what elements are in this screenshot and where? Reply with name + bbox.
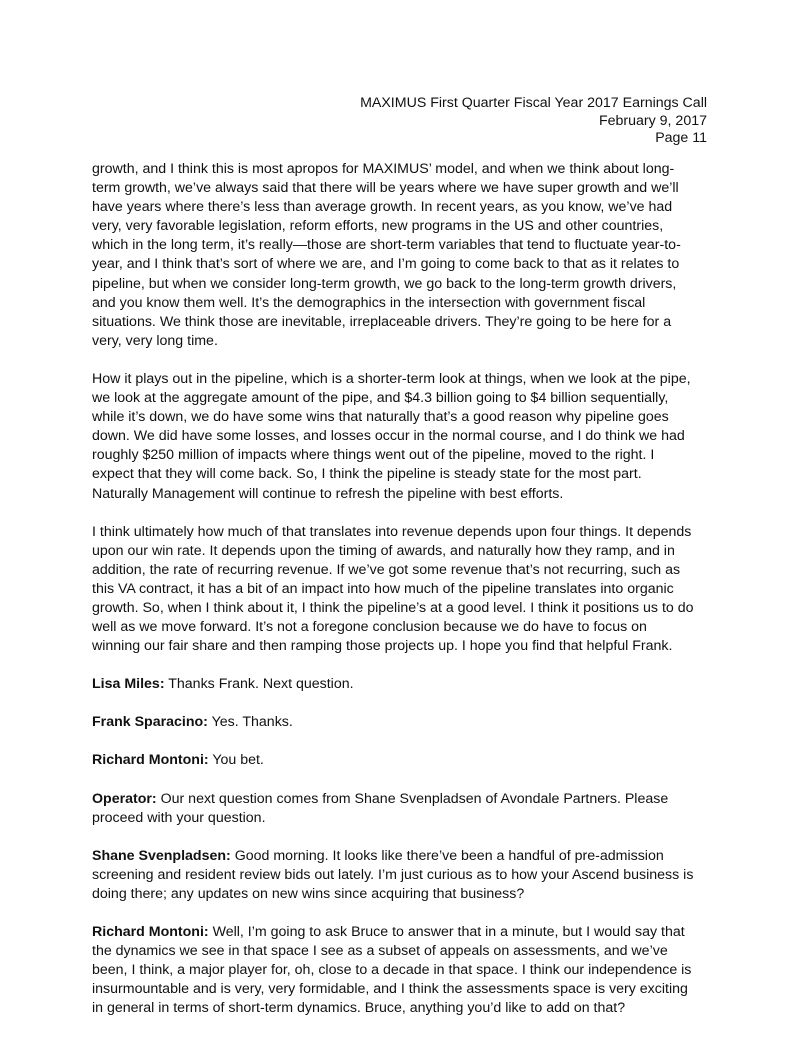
line-text: insurmountable and is very, very formidable, and I think the assessments space is very exciting xyxy=(92,981,688,998)
line-text: been, I think, a major player for, oh, close to a decade in that space. I think our independence is xyxy=(92,962,692,979)
line-text: You bet. xyxy=(208,752,264,769)
transcript-body xyxy=(92,160,732,1037)
speaker-turn xyxy=(92,847,732,904)
text-line xyxy=(92,580,732,599)
text-line xyxy=(92,923,732,942)
text-line xyxy=(92,485,732,504)
line-text: this VA contract, it has a bit of an impact into how much of the pipeline translates into organic xyxy=(92,580,674,597)
line-text: very, very long time. xyxy=(92,332,218,349)
line-text: Yes. Thanks. xyxy=(207,714,293,731)
speaker-name: Richard Montoni: xyxy=(92,752,209,769)
line-text: Thanks Frank. Next question. xyxy=(164,676,354,693)
line-text: which in the long term, it’s really—those are short-term variables that tend to fluctuate year-to- xyxy=(92,237,681,254)
speaker-name: Lisa Miles: xyxy=(92,676,165,693)
text-line xyxy=(92,999,732,1018)
line-text: well as we move forward. It’s not a foregone conclusion because we do have to focus on xyxy=(92,619,647,636)
line-text: roughly $250 million of impacts where things went out of the pipeline, moved to the right. I xyxy=(92,447,655,464)
text-line xyxy=(92,751,732,770)
text-line xyxy=(92,942,732,961)
speaker-name: Richard Montoni: xyxy=(92,924,209,940)
text-line xyxy=(92,389,732,408)
text-line xyxy=(92,294,732,313)
line-text: the dynamics we see in that space I see as a subset of appeals on assessments, and we’ve xyxy=(92,943,668,960)
text-line xyxy=(92,179,732,198)
text-line xyxy=(92,217,732,236)
text-line xyxy=(92,198,732,217)
speaker-turn xyxy=(92,713,732,732)
text-line xyxy=(92,561,732,580)
line-text: down. We did have some losses, and losses occur in the normal course, and I do think we had xyxy=(92,428,685,445)
line-text: Good morning. It looks like there’ve been a handful of pre-admission xyxy=(230,847,664,864)
text-line xyxy=(92,275,732,294)
speaker-name: Frank Sparacino: xyxy=(92,714,208,731)
text-line xyxy=(92,255,732,274)
speaker-turn xyxy=(92,675,732,694)
text-line xyxy=(92,160,732,179)
speaker-turn xyxy=(92,751,732,770)
text-line xyxy=(92,599,732,618)
line-text: winning our fair share and then ramping those projects up. I hope you find that helpful Frank. xyxy=(92,638,673,655)
text-line xyxy=(92,427,732,446)
text-line xyxy=(92,885,732,904)
line-text: situations. We think those are inevitable, irreplaceable drivers. They’re going to be here for a xyxy=(92,313,672,330)
line-text: we look at the aggregate amount of the pipe, and $4.3 billion going to $4 billion sequentially, xyxy=(92,390,669,407)
text-line xyxy=(92,713,732,732)
line-text: Naturally Management will continue to refresh the pipeline with best efforts. xyxy=(92,485,564,502)
line-text: year, and I think that’s sort of where we are, and I’m going to come back to that as it relates to xyxy=(92,256,680,273)
text-line xyxy=(92,790,732,809)
line-text: addition, the rate of recurring revenue. If we’ve got some revenue that’s not recurring, such as xyxy=(92,561,681,578)
text-line xyxy=(92,408,732,427)
transcript-paragraph xyxy=(92,160,732,351)
text-line xyxy=(92,370,732,389)
text-line xyxy=(92,866,732,885)
line-text: I think ultimately how much of that translates into revenue depends upon four things. It depends xyxy=(92,523,692,540)
text-line xyxy=(92,637,732,656)
line-text: How it plays out in the pipeline, which is a shorter-term look at things, when we look at the pipe, xyxy=(92,370,691,387)
line-text: growth. So, when I think about it, I think the pipeline’s at a good level. I think it positions us to do xyxy=(92,599,694,616)
text-line xyxy=(92,618,732,637)
text-line xyxy=(92,847,732,866)
document-title: MAXIMUS First Quarter Fiscal Year 2017 Earnings Call xyxy=(360,95,707,111)
text-line xyxy=(92,542,732,561)
text-line xyxy=(92,465,732,484)
line-text: have years where there’s less than average growth. In recent years, as you know, we’ve had xyxy=(92,199,673,216)
speaker-name: Operator: xyxy=(92,790,157,807)
transcript-paragraph xyxy=(92,370,732,504)
speaker-name: Shane Svenpladsen: xyxy=(92,847,231,864)
text-line xyxy=(92,961,732,980)
line-text: Well, I’m going to ask Bruce to answer that in a minute, but I would say that xyxy=(208,924,685,940)
line-text: screening and resident review bids out lately. I’m just curious as to how your Ascend business is xyxy=(92,866,694,883)
line-text: and you know them well. It’s the demographics in the intersection with government fiscal xyxy=(92,294,646,311)
text-line xyxy=(92,980,732,999)
line-text: in general in terms of short-term dynamics. Bruce, anything you’d like to add on that? xyxy=(92,1000,626,1017)
line-text: Our next question comes from Shane Svenpladsen of Avondale Partners. Please xyxy=(156,790,669,807)
line-text: while it’s down, we do have some wins that naturally that’s a good reason why pipeline goes xyxy=(92,409,669,426)
text-line xyxy=(92,236,732,255)
transcript-paragraph xyxy=(92,523,732,657)
text-line xyxy=(92,675,732,694)
line-text: upon our win rate. It depends upon the timing of awards, and naturally how they ramp, and in xyxy=(92,542,675,559)
line-text: pipeline, but when we consider long-term growth, we go back to the long-term growth drivers, xyxy=(92,275,677,292)
speaker-turn xyxy=(92,790,732,828)
line-text: growth, and I think this is most apropos for MAXIMUS’ model, and when we think about long- xyxy=(92,161,675,177)
speaker-turn xyxy=(92,923,732,1018)
line-text: term growth, we’ve always said that there will be years where we have super growth and we’ll xyxy=(92,180,679,197)
text-line xyxy=(92,332,732,351)
page-number: Page 11 xyxy=(655,130,707,146)
text-line xyxy=(92,809,732,828)
text-line xyxy=(92,313,732,332)
line-text: proceed with your question. xyxy=(92,809,266,826)
line-text: doing there; any updates on new wins since acquiring that business? xyxy=(92,885,525,902)
page-header xyxy=(360,95,707,148)
text-line xyxy=(92,446,732,465)
document-date: February 9, 2017 xyxy=(598,112,707,129)
line-text: very, very favorable legislation, reform efforts, new programs in the US and other countries, xyxy=(92,218,664,235)
line-text: expect that they will come back. So, I think the pipeline is steady state for the most part. xyxy=(92,466,642,483)
text-line xyxy=(92,523,732,542)
